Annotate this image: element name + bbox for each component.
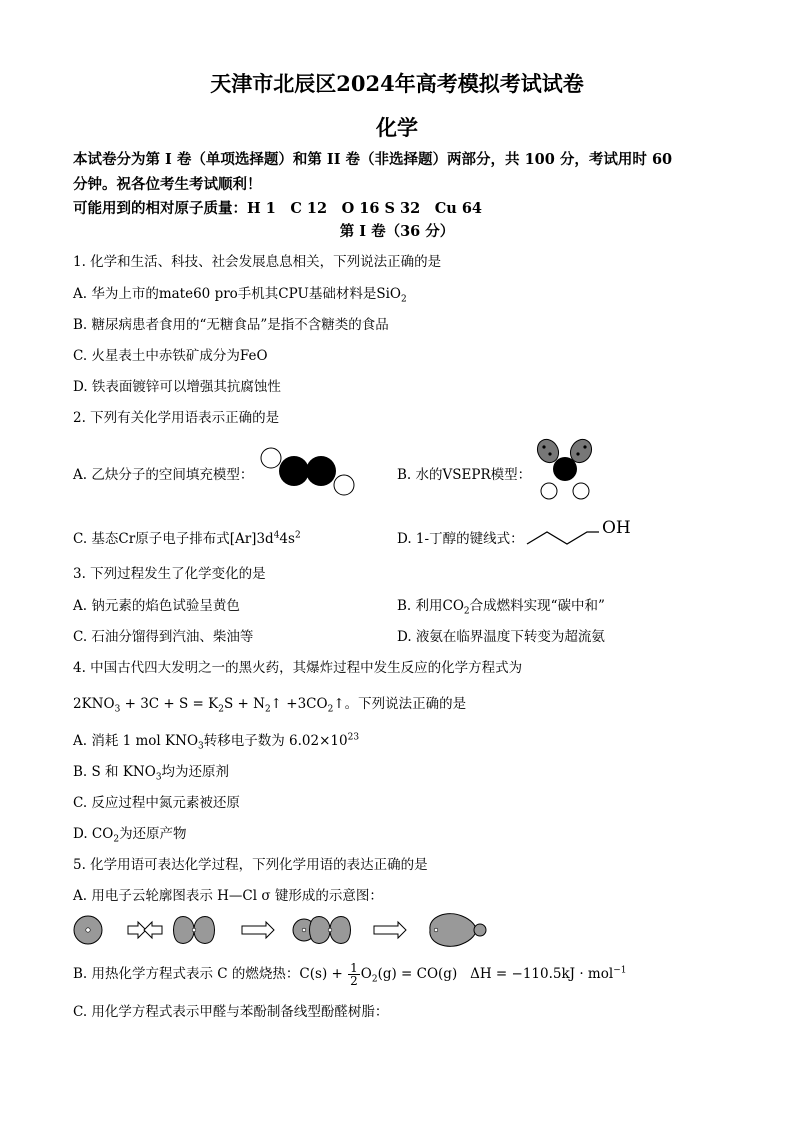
q2-option-a: A. 乙炔分子的空间填充模型： [73,467,254,483]
q5-option-c: C. 用化学方程式表示甲醛与苯酚制备线型酚醛树脂： [73,1004,389,1020]
q2-option-c: C. 基态Cr原子电子排布式$[Ar]3d^44s^2$ [73,530,301,547]
q4-option-c: C. 反应过程中氮元素被还原 [73,795,240,811]
q4-option-b: B. S 和 $KNO_3$均为还原剂 [73,764,230,783]
q4-option-d: D. $CO_2$为还原产物 [73,826,187,845]
q2-stem: 2. 下列有关化学用语表示正确的是 [73,410,280,426]
butanol-skeletal-formula [527,520,603,550]
acetylene-space-filling-model [258,446,358,498]
q5-stem: 5. 化学用语可表达化学过程，下列化学用语的表达正确的是 [73,857,428,873]
q5-option-b: B. 用热化学方程式表示 C 的燃烧热：C(s) + $\frac{1}{2}$ $O_2(g) = CO(g)$ ΔH = −110.5kJ · mol$^{-1}$ [73,961,627,988]
hydroxyl-label: OH [602,518,631,538]
subject-title: 化学 [376,115,418,140]
q1-option-b: B. 糖尿病患者食用的“无糖食品”是指不含糖类的食品 [73,317,389,333]
paper-title: 天津市北辰区2024年高考模拟考试试卷 [210,71,584,96]
intro-line-1: 本试卷分为第 I 卷（单项选择题）和第 II 卷（非选择题）两部分，共 100 分，考试用时 60 [73,151,673,168]
q4-equation: $2KNO_3 + 3C + S = K_2S$ + $N_2↑$ $+3CO_2↑$。下列说法正确的是 [73,696,467,715]
q1-option-a: A. 华为上市的mate60 pro手机其CPU基础材料是SiO$_2$ [73,286,407,305]
q5-option-a: A. 用电子云轮廓图表示 H—Cl σ 键形成的示意图： [73,888,383,904]
intro-line-2: 分钟。祝各位考生考试顺利！ [73,176,262,193]
section-heading: 第 I 卷（36 分） [339,223,455,240]
q3-option-c: C. 石油分馏得到汽油、柴油等 [73,629,254,645]
q3-option-a: A. 钠元素的焰色试验呈黄色 [73,598,240,614]
atomic-masses: 可能用到的相对原子质量：H 1 C 12 O 16 S 32 Cu 64 [73,200,483,217]
q2-option-d: D. 1-丁醇的键线式： [397,531,524,547]
q3-option-b: B. 利用$CO_2$合成燃料实现“碳中和” [397,598,605,617]
q4-option-a: A. 消耗 1 mol $KNO_3$转移电子数为 $6.02\times 10^{23}$ [73,732,360,752]
q4-stem: 4. 中国古代四大发明之一的黑火药，其爆炸过程中发生反应的化学方程式为 [73,660,523,676]
hcl-sigma-bond-diagram [72,908,492,952]
water-vsepr-model [532,437,598,503]
q1-option-d: D. 铁表面镀锌可以增强其抗腐蚀性 [73,379,281,395]
q1-stem: 1. 化学和生活、科技、社会发展息息相关，下列说法正确的是 [73,254,442,270]
q3-stem: 3. 下列过程发生了化学变化的是 [73,566,266,582]
q3-option-d: D. 液氨在临界温度下转变为超流氨 [397,629,605,645]
one-half-fraction: $\frac{1}{2}$ [350,961,358,988]
q1-option-c: C. 火星表土中赤铁矿成分为FeO [73,348,268,364]
q2-option-b: B. 水的VSEPR模型： [397,467,532,483]
